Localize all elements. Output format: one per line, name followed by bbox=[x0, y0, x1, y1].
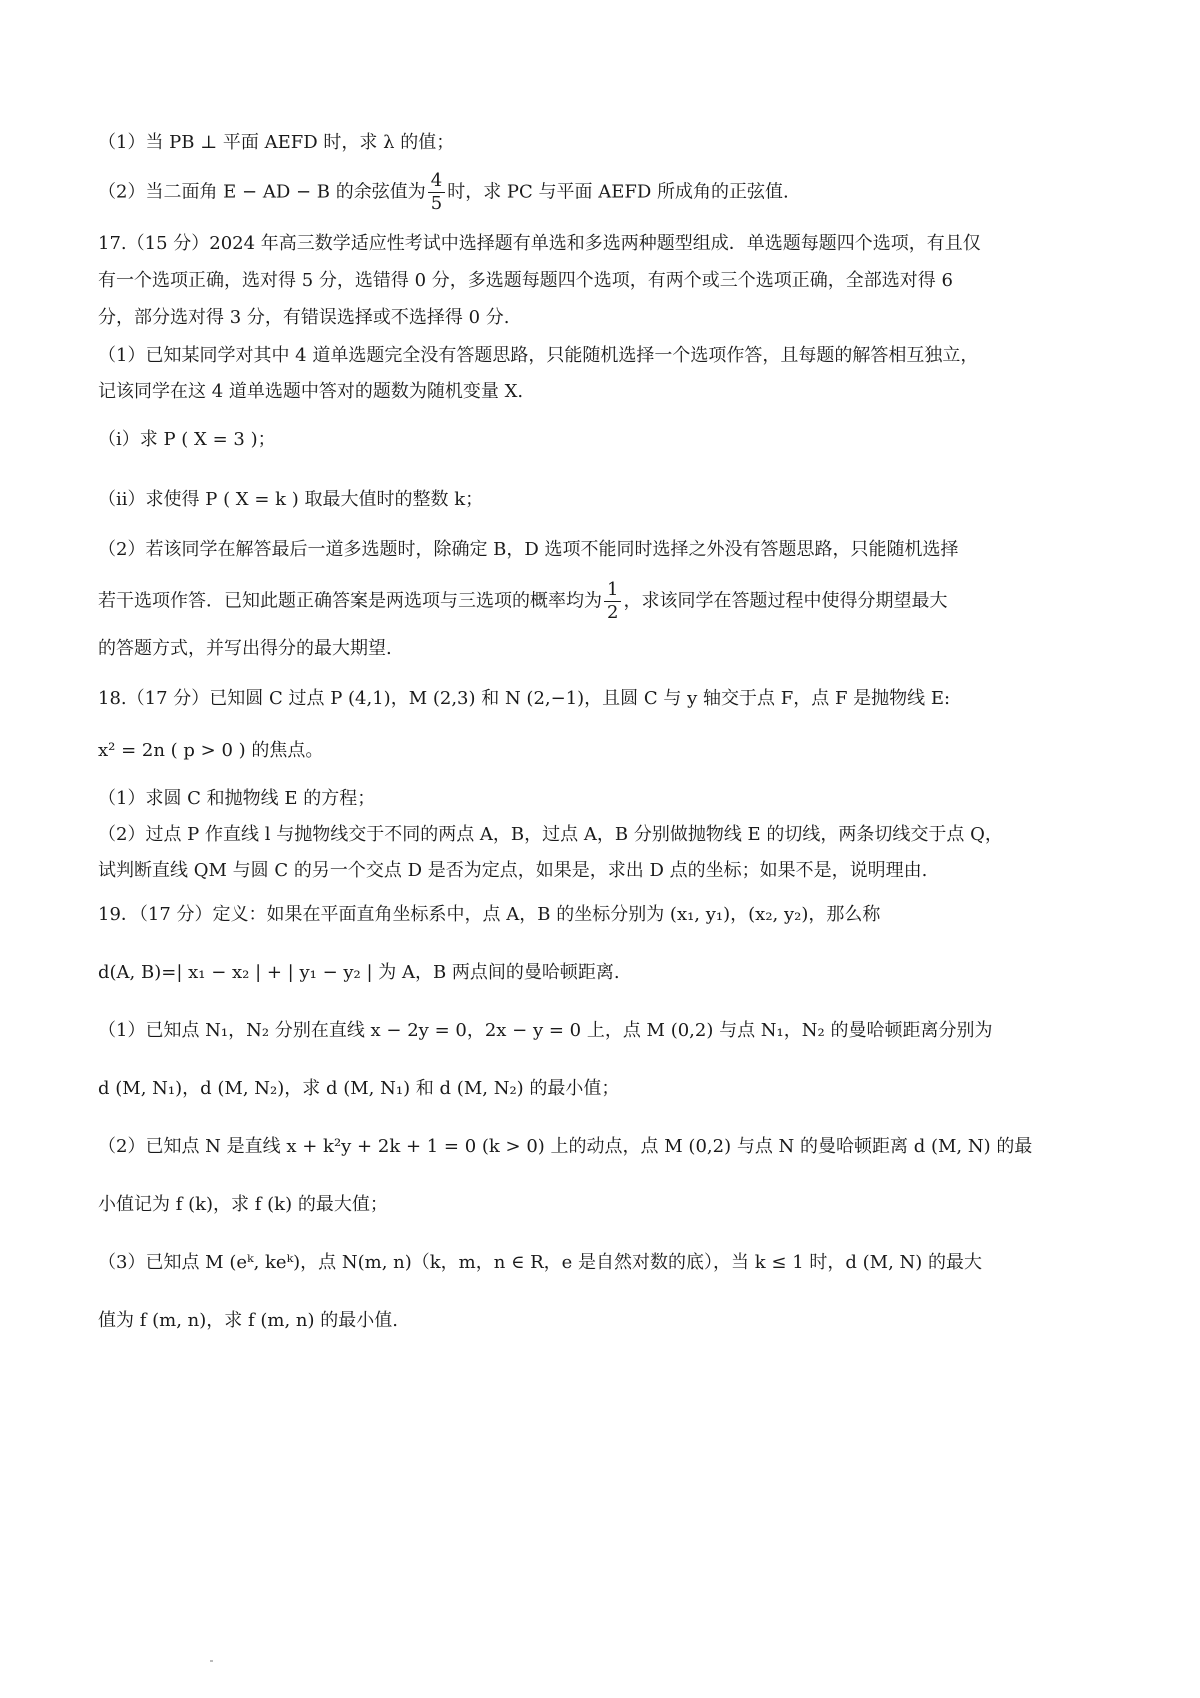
q17-line-3: 分，部分选对得 3 分，有错误选择或不选择得 0 分. bbox=[98, 307, 510, 328]
q19-part1-line-1: （1）已知点 N₁，N₂ 分别在直线 x − 2y = 0，2x − y = 0 上，点 M (0,2) 与点 N₁，N₂ 的曼哈顿距离分别为 bbox=[98, 1020, 993, 1041]
q19-part3-line-2: 值为 f (m, n)，求 f (m, n) 的最小值. bbox=[98, 1310, 398, 1331]
q16-part2-text-b: 时，求 PC 与平面 AEFD 所成角的正弦值. bbox=[447, 181, 789, 203]
fraction-numerator: 1 bbox=[604, 579, 621, 602]
q19-line-2: d(A, B)=| x₁ − x₂ | + | y₁ − y₂ | 为 A，B 两点间的曼哈顿距离. bbox=[98, 962, 620, 983]
q18-line-1: 18.（17 分）已知圆 C 过点 P (4,1)，M (2,3) 和 N (2,−1)，且圆 C 与 y 轴交于点 F，点 F 是抛物线 E: bbox=[98, 688, 951, 709]
q16-part1: （1）当 PB ⊥ 平面 AEFD 时，求 λ 的值； bbox=[98, 132, 455, 153]
fraction-denominator: 2 bbox=[607, 602, 619, 623]
q18-part2-line-2: 试判断直线 QM 与圆 C 的另一个交点 D 是否为定点，如果是，求出 D 点的坐标；如果不是，说明理由. bbox=[98, 860, 928, 881]
fraction-four-fifths bbox=[428, 170, 445, 215]
fraction-numerator: 4 bbox=[428, 170, 445, 193]
q17-line-10: 的答题方式，并写出得分的最大期望. bbox=[98, 638, 392, 659]
q18-line-2: x² = 2n ( p > 0 ) 的焦点。 bbox=[98, 740, 324, 761]
q17-line-2: 有一个选项正确，选对得 5 分，选错得 0 分，多选题每题四个选项，有两个或三个选项正确，全部选对得 6 bbox=[98, 270, 953, 291]
q19-part3-line-1: （3）已知点 M (eᵏ, keᵏ)，点 N(m, n)（k，m，n ∈ R，e 是自然对数的底），当 k ≤ 1 时，d (M, N) 的最大 bbox=[98, 1252, 983, 1273]
q19-part2-line-2: 小值记为 f (k)，求 f (k) 的最大值； bbox=[98, 1194, 388, 1215]
fraction-one-half bbox=[604, 579, 621, 624]
q18-part2-line-1: （2）过点 P 作直线 l 与抛物线交于不同的两点 A，B，过点 A，B 分别做抛物线 E 的切线，两条切线交于点 Q， bbox=[98, 824, 1003, 845]
q19-part2-line-1: （2）已知点 N 是直线 x + k²y + 2k + 1 = 0 (k > 0) 上的动点，点 M (0,2) 与点 N 的曼哈顿距离 d (M, N) 的最 bbox=[98, 1136, 1033, 1157]
q17-line-9-text-a: 若干选项作答．已知此题正确答案是两选项与三选项的概率均为 bbox=[98, 590, 602, 612]
q18-part1: （1）求圆 C 和抛物线 E 的方程； bbox=[98, 788, 376, 809]
q19-line-1: 19．（17 分）定义：如果在平面直角坐标系中，点 A，B 的坐标分别为 (x₁, y₁)，(x₂, y₂)，那么称 bbox=[98, 904, 881, 925]
q16-part2-text-a: （2）当二面角 E − AD − B 的余弦值为 bbox=[98, 181, 426, 203]
q17-line-1: 17.（15 分）2024 年高三数学适应性考试中选择题有单选和多选两种题型组成．单选题每题四个选项，有且仅 bbox=[98, 233, 981, 254]
q17-line-8: （2）若该同学在解答最后一道多选题时，除确定 B，D 选项不能同时选择之外没有答题思路，只能随机选择 bbox=[98, 539, 959, 560]
q17-line-4: （1）已知某同学对其中 4 道单选题完全没有答题思路，只能随机选择一个选项作答，且每题的解答相互独立， bbox=[98, 345, 979, 366]
q17-sub-i: （i）求 P ( X = 3 )； bbox=[98, 429, 276, 450]
q17-line-9 bbox=[98, 579, 1110, 624]
fraction-denominator: 5 bbox=[430, 193, 443, 214]
q17-sub-ii: （ii）求使得 P ( X = k ) 取最大值时的整数 k； bbox=[98, 489, 484, 510]
q19-part1-line-2: d (M, N₁)，d (M, N₂)，求 d (M, N₁) 和 d (M, N₂) 的最小值； bbox=[98, 1078, 620, 1099]
q17-line-5: 记该同学在这 4 道单选题中答对的题数为随机变量 X. bbox=[98, 381, 524, 402]
exam-page bbox=[98, 128, 1110, 1336]
q17-line-9-text-b: ，求该同学在答题过程中使得分期望最大 bbox=[623, 590, 948, 612]
q16-part2 bbox=[98, 170, 1110, 215]
scan-speck bbox=[210, 1660, 213, 1662]
